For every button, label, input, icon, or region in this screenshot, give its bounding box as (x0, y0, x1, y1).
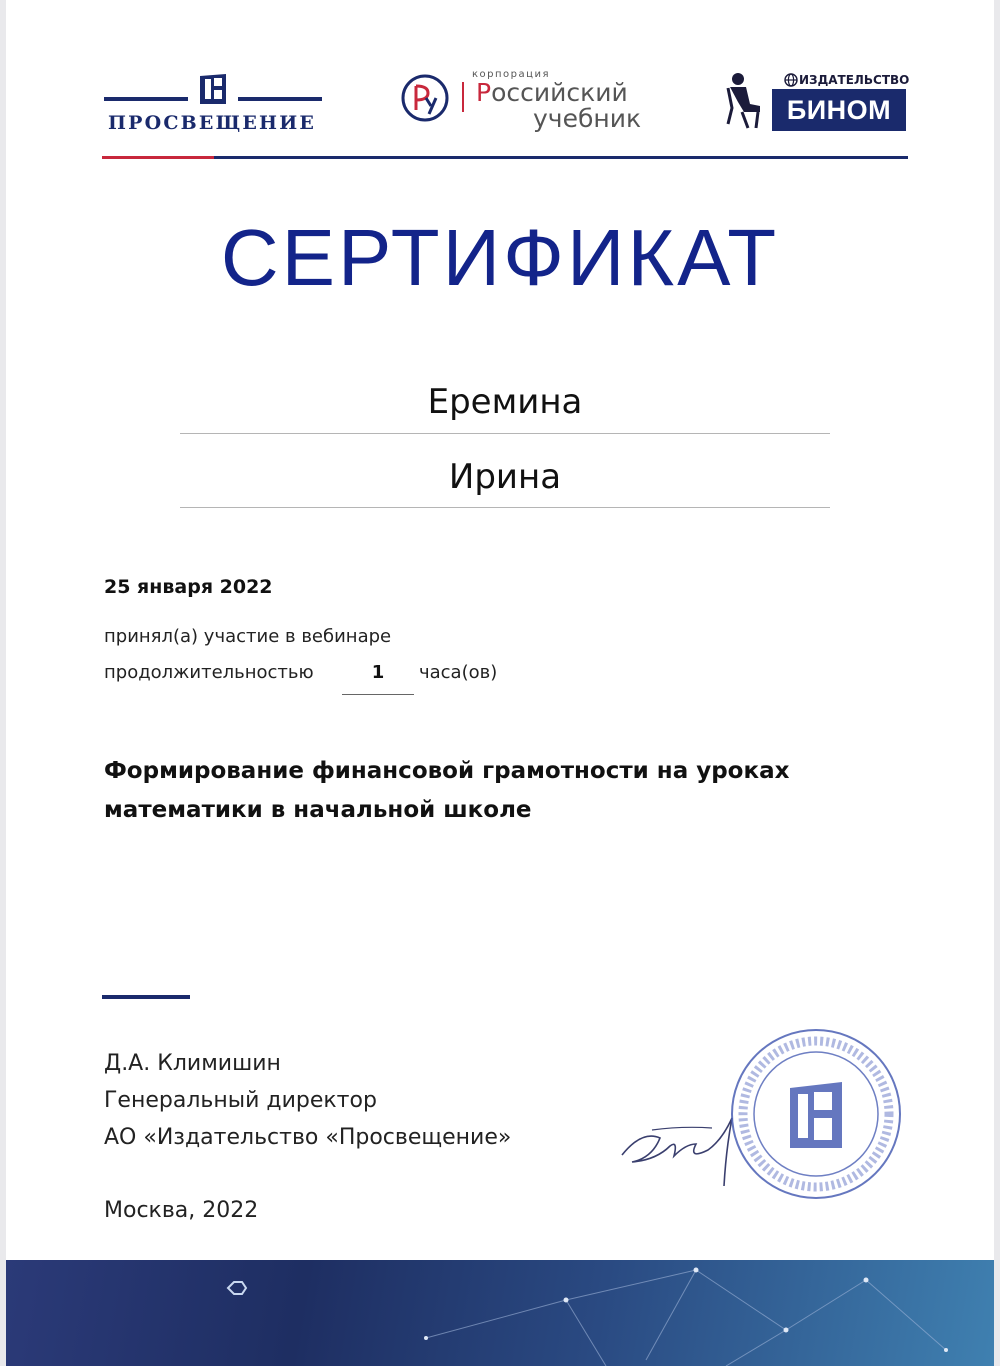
last-name-underline (180, 433, 830, 434)
rossiyskiy-uchebnik-line2: учебник (533, 104, 642, 133)
duration-underline (342, 694, 414, 695)
duration-unit: часа(ов) (419, 662, 498, 683)
binom-logo-box: БИНОМ (772, 89, 906, 131)
certificate-sheet (6, 0, 994, 1366)
rossiyskiy-uchebnik-first-letter: Р (476, 78, 492, 107)
participation-text: принял(а) участие в вебинаре (104, 626, 392, 647)
webinar-topic-line1: Формирование финансовой грамотности на уроках (104, 758, 790, 784)
signatory-organization: АО «Издательство «Просвещение» (104, 1125, 512, 1150)
header-rule-accent (102, 156, 214, 159)
official-stamp-icon (728, 1026, 904, 1202)
prosveshchenie-logo-text: ПРОСВЕЩЕНИЕ (107, 112, 317, 134)
header-rule (214, 156, 908, 159)
recipient-first-name: Ирина (448, 457, 562, 497)
webinar-topic-line2: математики в начальной школе (104, 797, 532, 823)
duration-value: 1 (371, 662, 385, 683)
rossiyskiy-uchebnik-line1-rest: оссийский (491, 78, 628, 107)
rossiyskiy-uchebnik-caption: корпорация (472, 69, 550, 80)
event-date: 25 января 2022 (104, 576, 273, 598)
network-pattern-icon (6, 1260, 994, 1366)
place-and-year: Москва, 2022 (104, 1198, 259, 1223)
binom-caption: ИЗДАТЕЛЬСТВО (799, 73, 910, 87)
signatory-position: Генеральный директор (104, 1088, 377, 1113)
duration-label: продолжительностью (104, 662, 314, 683)
recipient-last-name: Еремина (427, 382, 583, 422)
webinar-topic (104, 752, 894, 830)
certificate-title: СЕРТИФИКАТ (220, 213, 780, 302)
binom-figure-icon (720, 72, 766, 130)
globe-icon (784, 73, 798, 87)
logo-divider (462, 82, 464, 112)
prosveshchenie-emblem-icon (102, 70, 324, 110)
first-name-underline (180, 507, 830, 508)
decorative-footer-band (6, 1260, 994, 1366)
rossiyskiy-uchebnik-emblem-icon (398, 72, 454, 124)
signatory-name: Д.А. Климишин (104, 1051, 281, 1076)
signature-accent-bar (102, 995, 190, 999)
rossiyskiy-uchebnik-line1 (476, 78, 628, 107)
